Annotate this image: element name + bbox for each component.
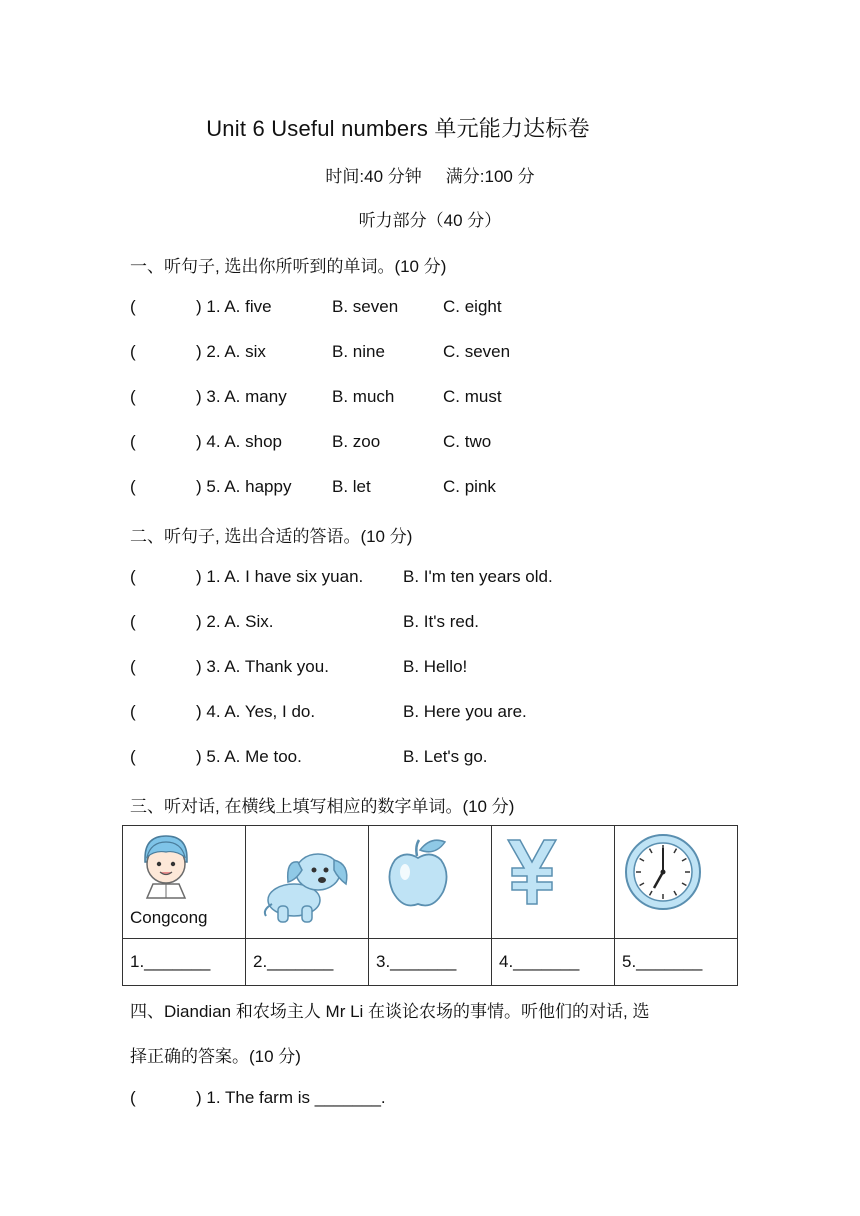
question-row	[130, 567, 770, 591]
answer-label: 4._______	[499, 952, 580, 971]
option-c: C. pink	[443, 477, 496, 496]
question-text: ) 3. A. Thank you.	[196, 657, 329, 676]
question-text: ) 5. A. happy	[196, 477, 292, 496]
yuan-icon	[502, 836, 562, 908]
picture-cell	[123, 826, 246, 939]
answer-bracket: (	[130, 432, 136, 451]
answer-bracket: (	[130, 702, 136, 721]
apple-icon	[383, 834, 453, 914]
clock-icon	[623, 832, 703, 912]
question-row	[130, 657, 770, 681]
question-row	[130, 747, 770, 771]
question-text: ) 1. The farm is _______.	[196, 1088, 386, 1107]
option-c: C. eight	[443, 297, 502, 316]
picture-cell	[492, 826, 615, 939]
option-b: B. let	[332, 477, 371, 496]
answer-label: 3._______	[376, 952, 457, 971]
answer-blank[interactable]	[246, 939, 369, 986]
option-b: B. I'm ten years old.	[403, 567, 553, 586]
answer-bracket: (	[130, 342, 136, 361]
boy-icon	[131, 830, 201, 900]
dog-icon	[256, 842, 352, 928]
part-heading: 听力部分（40 分）	[358, 211, 502, 230]
section3-heading: 三、听对话, 在横线上填写相应的数字单词。(10 分)	[130, 797, 515, 816]
question-row	[130, 387, 770, 411]
question-text: ) 4. A. shop	[196, 432, 282, 451]
picture-cell	[615, 826, 738, 939]
answer-label: 2._______	[253, 952, 334, 971]
exam-score: 满分:100 分	[445, 167, 535, 186]
answer-bracket: (	[130, 387, 136, 406]
picture-label: Congcong	[130, 908, 208, 927]
answer-bracket: (	[130, 612, 136, 631]
picture-cell	[369, 826, 492, 939]
option-b: B. Let's go.	[403, 747, 488, 766]
option-b: B. Here you are.	[403, 702, 527, 721]
answer-label: 5._______	[622, 952, 703, 971]
question-row	[130, 612, 770, 636]
answer-bracket: (	[130, 657, 136, 676]
answer-bracket: (	[130, 297, 136, 316]
option-c: C. seven	[443, 342, 511, 361]
picture-table	[122, 825, 738, 986]
answer-blank[interactable]	[123, 939, 246, 986]
option-b: B. nine	[332, 342, 385, 361]
picture-cell	[246, 826, 369, 939]
section4-heading-cont: 择正确的答案。(10 分)	[130, 1047, 301, 1066]
answer-bracket: (	[130, 747, 136, 766]
question-text: ) 5. A. Me too.	[196, 747, 302, 766]
option-b: B. Hello!	[403, 657, 468, 676]
question-row	[130, 477, 770, 501]
option-c: C. must	[443, 387, 502, 406]
option-c: C. two	[443, 432, 492, 451]
question-row	[130, 297, 770, 321]
question-text: ) 2. A. Six.	[196, 612, 274, 631]
question-row	[130, 1088, 770, 1112]
question-text: ) 1. A. I have six yuan.	[196, 567, 364, 586]
section4-heading: 四、Diandian 和农场主人 Mr Li 在谈论农场的事情。听他们的对话, 选	[130, 1002, 650, 1021]
question-row	[130, 432, 770, 456]
answer-blank[interactable]	[492, 939, 615, 986]
answer-label: 1._______	[130, 952, 211, 971]
question-text: ) 1. A. five	[196, 297, 272, 316]
section1-heading: 一、听句子, 选出你所听到的单词。(10 分)	[130, 257, 447, 276]
answer-bracket: (	[130, 477, 136, 496]
page-title: Unit 6 Useful numbers 单元能力达标卷	[206, 116, 590, 141]
option-b: B. zoo	[332, 432, 381, 451]
question-row	[130, 342, 770, 366]
answer-bracket: (	[130, 567, 136, 586]
question-text: ) 4. A. Yes, I do.	[196, 702, 316, 721]
option-b: B. It's red.	[403, 612, 479, 631]
answer-blank[interactable]	[369, 939, 492, 986]
answer-blank[interactable]	[615, 939, 738, 986]
exam-meta	[0, 162, 860, 187]
exam-time: 时间:40 分钟	[325, 167, 422, 186]
question-row	[130, 702, 770, 726]
option-b: B. much	[332, 387, 395, 406]
answer-bracket: (	[130, 1088, 136, 1107]
section2-heading: 二、听句子, 选出合适的答语。(10 分)	[130, 527, 413, 546]
question-text: ) 3. A. many	[196, 387, 287, 406]
option-b: B. seven	[332, 297, 399, 316]
question-text: ) 2. A. six	[196, 342, 266, 361]
